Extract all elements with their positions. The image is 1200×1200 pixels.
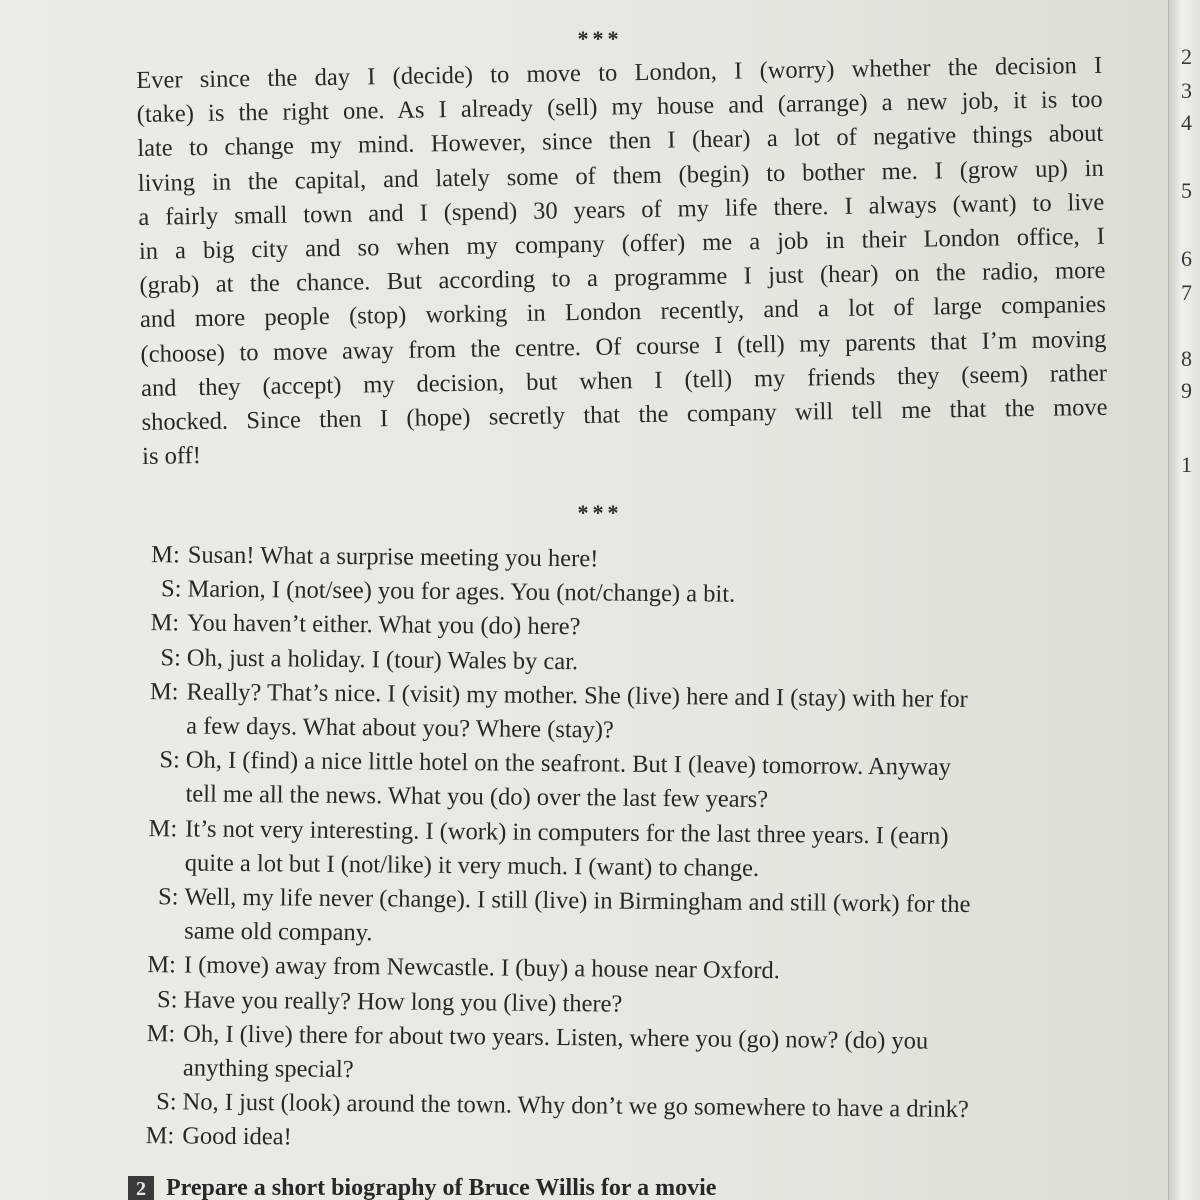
speaker-label: M: (147, 951, 177, 979)
speaker-label: M: (148, 814, 178, 842)
paragraph-line: is off! (141, 442, 202, 471)
dialogue-line: Well, my life never (change). I still (live) in Birmingham and still (work) for the (184, 883, 971, 919)
dialogue-line: anything special? (182, 1054, 354, 1084)
dialogue (134, 538, 1115, 1163)
dialogue-line: Oh, just a holiday. I (tour) Wales by car. (186, 644, 579, 675)
dialogue-line: quite a lot but I (not/like) it very much. I (want) to change. (184, 849, 760, 882)
facing-page-number: 9 (1181, 378, 1192, 403)
speaker-label: S: (160, 575, 182, 603)
dialogue-line: Oh, I (live) there for about two years. Listen, where you (go) now? (do) you (183, 1020, 929, 1055)
speaker-label: S: (160, 643, 181, 672)
speaker-label: S: (156, 1088, 177, 1116)
facing-page-edge (1168, 0, 1200, 1200)
paragraph-line: Ever since the day I (decide) to move to London, I (worry) whether the decision I (136, 51, 1103, 94)
dialogue-line: Marion, I (not/see) you for ages. You (not/change) a bit. (187, 575, 736, 608)
speaker-label: M: (145, 1122, 175, 1150)
dialogue-line: a few days. What about you? Where (stay)? (186, 712, 614, 744)
dialogue-line: Susan! What a surprise meeting you here! (187, 541, 599, 573)
paragraph-line: (take) is the right one. As I already (sell) my house and (arrange) a new job, it is too (136, 86, 1103, 129)
paragraph-line: (grab) at the chance. But according to a programme I just (hear) on the radio, more (139, 257, 1106, 300)
paragraph-line: living in the capital, and lately some of them (begin) to bother me. I (grow up) in (137, 154, 1104, 197)
speaker-label: M: (151, 541, 180, 569)
exercise-heading (128, 1175, 1028, 1200)
speaker-label: S: (159, 746, 180, 774)
dialogue-line: Good idea! (182, 1122, 292, 1151)
exercise-instruction: Prepare a short biography of Bruce Willis for a movie (166, 1175, 717, 1200)
speaker-label: M: (149, 677, 179, 706)
speaker-label: S: (157, 985, 178, 1014)
facing-page-number: 3 (1181, 78, 1192, 103)
dialogue-line: I (move) away from Newcastle. I (buy) a house near Oxford. (183, 951, 780, 985)
dialogue-line: Have you really? How long you (live) there? (183, 986, 623, 1018)
paragraph-line: late to change my mind. However, since then I (hear) a lot of negative things about (137, 120, 1104, 163)
facing-page-number: 1 (1181, 452, 1192, 477)
paragraph-line: shocked. Since then I (hope) secretly that the company will tell me that the move (141, 393, 1108, 436)
dialogue-line: No, I just (look) around the town. Why don’t we go somewhere to have a drink? (182, 1088, 970, 1124)
facing-page-number: 2 (1181, 44, 1192, 69)
facing-page-number: 7 (1181, 280, 1192, 305)
paragraph-line: (choose) to move away from the centre. Of course I (tell) my parents that I’m moving (140, 325, 1107, 368)
facing-page-number: 6 (1181, 246, 1192, 271)
facing-page-number: 8 (1181, 346, 1192, 371)
dialogue-line: Really? That’s nice. I (visit) my mother. She (live) here and I (stay) with her for (186, 678, 968, 713)
dialogue-turn (136, 880, 1112, 958)
paragraph-line: and more people (stop) working in London recently, and a lot of large companies (139, 291, 1107, 334)
dialogue-turn (137, 743, 1113, 821)
dialogue-line: same old company. (184, 917, 373, 947)
dialogue-line: You haven’t either. What you (do) here? (187, 609, 581, 641)
dialogue-line: It’s not very interesting. I (work) in computers for the last three years. I (earn) (185, 815, 949, 850)
dialogue-line: tell me all the news. What you (do) over the last few years? (185, 780, 769, 814)
paragraph-line: and they (accept) my decision, but when I (tell) my friends they (seem) rather (140, 359, 1108, 402)
speaker-label: M: (150, 609, 180, 637)
exercise-paragraph (136, 49, 1108, 475)
section-separator: *** (577, 500, 623, 525)
dialogue-line: Oh, I (find) a nice little hotel on the seafront. But I (leave) tomorrow. Anyway (185, 746, 952, 782)
facing-page-number: 4 (1181, 110, 1192, 135)
speaker-label: S: (157, 883, 179, 911)
paragraph-line: in a big city and so when my company (offer) me a job in their London office, I (138, 222, 1106, 265)
paragraph-line: a fairly small town and I (spend) 30 years of my life there. I always (want) to live (138, 188, 1105, 231)
facing-page-number: 5 (1181, 178, 1192, 203)
exercise-number: 2 (128, 1176, 154, 1200)
section-separator: *** (577, 26, 623, 51)
speaker-label: M: (146, 1019, 176, 1048)
dialogue-turn (137, 812, 1113, 890)
dialogue-turn (135, 1017, 1111, 1095)
dialogue-turn (138, 675, 1114, 753)
